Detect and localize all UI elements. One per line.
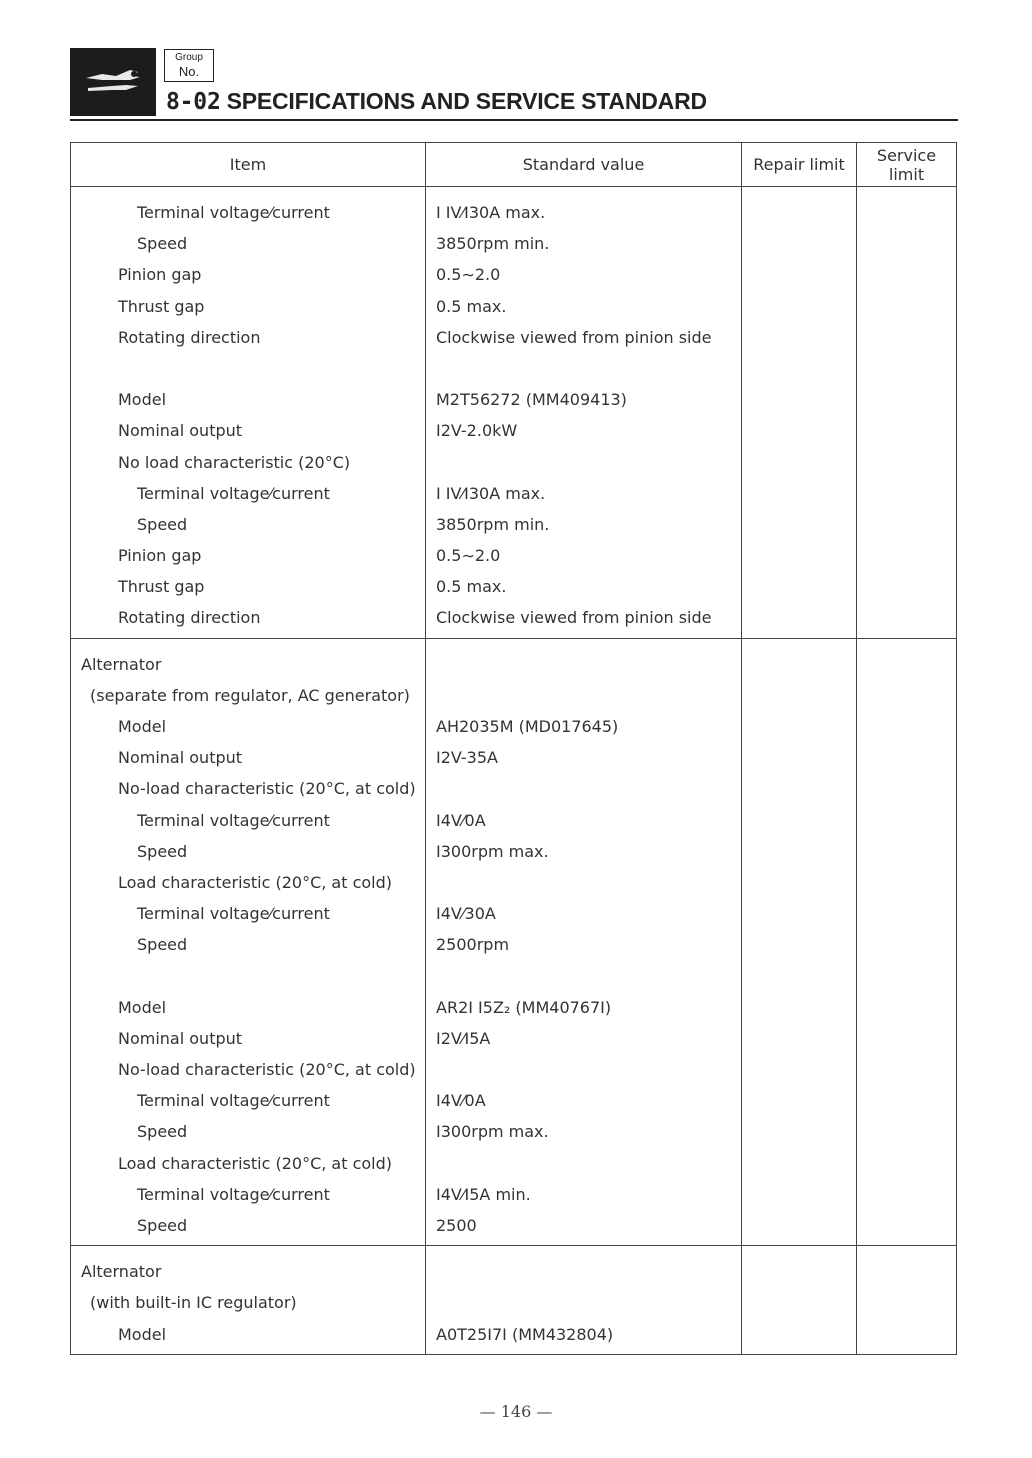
standard-value [426,353,741,384]
repair-limit-cell [742,1246,857,1355]
standard-value: I2V-35A [436,748,498,768]
item-label [71,353,425,384]
standard-value: 0.5∼2.0 [436,546,501,566]
service-limit-cell [857,187,957,639]
standard-value: AR2I I5Z₂ (MM40767I) [436,997,612,1017]
header-item: Item [71,143,426,187]
standard-value: 0.5 max. [436,296,507,316]
item-label: Model [118,1324,167,1344]
item-label: Rotating direction [118,608,261,628]
item-label: Model [118,997,167,1017]
standard-value: I IV⁄I30A max. [436,483,546,503]
standard-value: M2T56272 (MM409413) [436,390,627,410]
title-text: SPECIFICATIONS AND SERVICE STANDARD [226,88,707,114]
standard-value: 2500 [436,1216,477,1235]
standard-value: I IV⁄I30A max. [436,203,546,222]
standard-value: I4V⁄30A [436,904,496,924]
item-label: Speed [137,841,188,861]
item-label: Load characteristic (20°C, at cold) [118,872,393,892]
standard-value: 0.5 max. [436,577,507,597]
table-header-row [71,143,957,187]
standard-value: I2V-2.0kW [436,421,518,441]
standard-value [426,649,741,680]
wrench-screwdriver-icon [82,64,144,100]
item-label: Nominal output [118,421,243,441]
standard-value [426,1148,741,1179]
item-label: Alternator [81,1262,162,1282]
page-title [166,88,707,115]
item-label: No-load characteristic (20°C, at cold) [118,779,416,799]
item-label: No-load characteristic (20°C, at cold) [118,1060,416,1080]
item-cell [71,187,426,639]
item-cell [71,638,426,1246]
item-label: Thrust gap [118,296,205,316]
standard-value: I300rpm max. [436,841,549,861]
header-standard-value: Standard value [426,143,742,187]
item-label: Speed [137,1216,188,1235]
standard-value: I2V⁄I5A [436,1028,491,1048]
header-repair-limit: Repair limit [742,143,857,187]
item-label: Nominal output [118,1028,243,1048]
item-label: Terminal voltage⁄current [137,810,330,830]
standard-value-cell [426,638,742,1246]
item-label: Pinion gap [118,546,202,566]
standard-value: I4V⁄0A [436,1091,486,1111]
item-label: Load characteristic (20°C, at cold) [118,1153,393,1173]
item-label: No load characteristic (20°C) [118,452,351,472]
standard-value: I4V⁄0A [436,810,486,830]
standard-value [426,1256,741,1287]
item-label: Terminal voltage⁄current [137,483,330,503]
no-label: No. [178,64,200,79]
item-label [71,961,425,992]
standard-value-cell [426,1246,742,1355]
item-label: Thrust gap [118,577,205,597]
item-label: Speed [137,1122,188,1142]
group-label: Group [175,52,203,63]
table-section-row [71,187,957,639]
item-label: Speed [137,514,188,534]
standard-value: A0T25I7I (MM432804) [436,1324,614,1344]
service-limit-cell [857,638,957,1246]
item-label: Terminal voltage⁄current [137,203,330,222]
section-number: 8-02 [166,89,221,115]
item-label: Speed [137,935,188,955]
standard-value [426,1287,741,1318]
item-label: Terminal voltage⁄current [137,904,330,924]
standard-value-cell [426,187,742,639]
standard-value [426,773,741,804]
table-section-row [71,638,957,1246]
page-number: — 146 — [479,1402,553,1421]
item-label: Model [118,390,167,410]
header-service-limit: Service limit [857,143,957,187]
standard-value: Clockwise viewed from pinion side [436,327,712,347]
table-section-row [71,1246,957,1355]
service-limit-cell [857,1246,957,1355]
standard-value [426,961,741,992]
standard-value [426,1054,741,1085]
item-label: Nominal output [118,748,243,768]
item-label: Alternator [81,654,162,674]
standard-value: 2500rpm [436,935,510,955]
group-number-box [164,49,214,82]
section-logo [70,48,156,116]
item-cell [71,1246,426,1355]
repair-limit-cell [742,187,857,639]
standard-value [426,867,741,898]
title-underline [70,119,958,121]
repair-limit-cell [742,638,857,1246]
standard-value: AH2035M (MD017645) [436,717,619,736]
item-label: Terminal voltage⁄current [137,1091,330,1111]
standard-value: 3850rpm min. [436,514,550,534]
standard-value: I300rpm max. [436,1122,549,1142]
standard-value [426,680,741,711]
standard-value: 0.5∼2.0 [436,265,501,285]
item-label: (separate from regulator, AC generator) [90,685,410,705]
spec-table [70,142,957,1355]
standard-value [426,447,741,478]
standard-value: I4V⁄I5A min. [436,1184,531,1204]
item-label: (with built-in IC regulator) [90,1293,297,1313]
standard-value: 3850rpm min. [436,234,550,254]
item-label: Rotating direction [118,327,261,347]
item-label: Pinion gap [118,265,202,285]
item-label: Speed [137,234,188,254]
item-label: Terminal voltage⁄current [137,1184,330,1204]
standard-value: Clockwise viewed from pinion side [436,608,712,628]
item-label: Model [118,717,167,736]
